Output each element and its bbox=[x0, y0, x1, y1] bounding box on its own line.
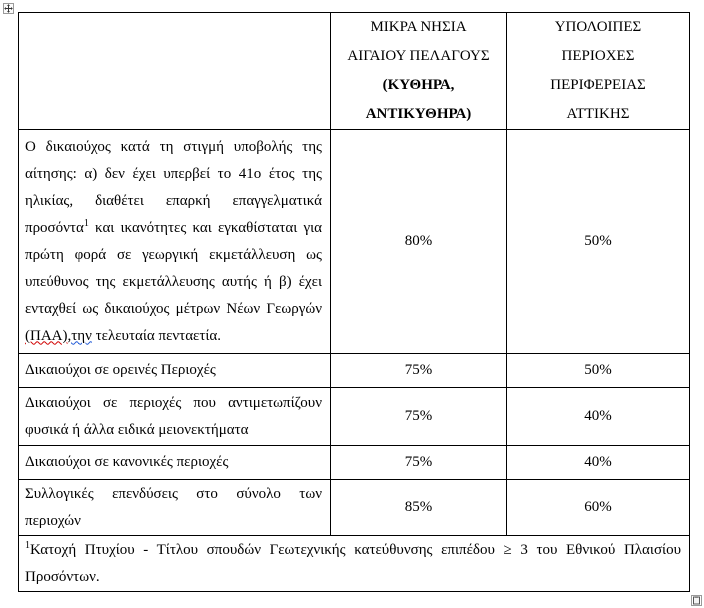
header-line: ΠΕΡΙΟΧΕΣ bbox=[561, 48, 635, 64]
row-value-islands: 75% bbox=[331, 446, 507, 480]
table-header-row bbox=[19, 13, 690, 130]
row-text: και ικανότητες και εγκαθίσταται για πρώτη φορά σε γεωργική εκμετάλλευση ως υπεύθυνος της εκμετάλλευσης αυτής ή β) έχει ενταχθεί ως δικαιούχος μέτρων Νέων Γεωργών bbox=[25, 219, 322, 317]
table-row bbox=[19, 480, 690, 536]
table-row bbox=[19, 354, 690, 388]
row-value-attica: 60% bbox=[507, 480, 690, 536]
row-value-attica: 50% bbox=[507, 130, 690, 354]
row-text-flagged: , bbox=[67, 327, 72, 344]
row-value-islands: 85% bbox=[331, 480, 507, 536]
row-description: Δικαιούχοι σε κανονικές περιοχές bbox=[19, 446, 331, 480]
header-line: ΜΙΚΡΑ ΝΗΣΙΑ bbox=[370, 19, 467, 35]
table-row bbox=[19, 130, 690, 354]
table-row bbox=[19, 388, 690, 446]
row-text: Ο δικαιούχος κατά τη στιγμή υποβολής της αίτησης: α) δεν έχει υπερβεί το 41ο έτος της ηλικίας, διαθέτει επαρκή επαγγελματικά προσόντα bbox=[25, 138, 322, 236]
header-bold-text: ΚΥΘΗΡΑ, bbox=[387, 77, 455, 93]
header-line: ΥΠΟΛΟΙΠΕΣ bbox=[554, 19, 642, 35]
funding-rates-table bbox=[18, 12, 690, 592]
row-description: Δικαιούχοι σε περιοχές που αντιμετωπίζουν φυσικά ή άλλα ειδικά μειονεκτήματα bbox=[19, 388, 331, 446]
footnote-ref[interactable]: 1 bbox=[83, 217, 89, 229]
footnote-text: Κατοχή Πτυχίου - Τίτλου σπουδών Γεωτεχνικής κατεύθυνσης επιπέδου ≥ 3 του Εθνικού Πλαισίου Προσόντων. bbox=[25, 541, 681, 585]
row-description: Συλλογικές επενδύσεις στο σύνολο των περιοχών bbox=[19, 480, 331, 536]
row-text-flagged: την bbox=[71, 327, 92, 344]
row-text: τελευταία πενταετία. bbox=[91, 327, 222, 344]
header-empty-cell bbox=[19, 13, 331, 130]
paste-options-icon[interactable] bbox=[691, 595, 702, 606]
row-description bbox=[19, 130, 331, 354]
footnote-marker: 1 bbox=[25, 539, 30, 551]
header-line: ΠΕΡΙΦΕΡΕΙΑΣ bbox=[550, 77, 646, 93]
row-value-attica: 50% bbox=[507, 354, 690, 388]
footnote-cell bbox=[19, 536, 690, 592]
row-description: Δικαιούχοι σε ορεινές Περιοχές bbox=[19, 354, 331, 388]
row-text-flagged: (ΠΑΑ) bbox=[25, 327, 68, 344]
header-cell-rest-of-attica bbox=[507, 13, 690, 130]
header-bold-text: ΑΝΤΙΚΥΘΗΡΑ bbox=[365, 106, 467, 122]
table-move-handle-icon[interactable] bbox=[3, 3, 14, 14]
footnote-row bbox=[19, 536, 690, 592]
row-value-attica: 40% bbox=[507, 388, 690, 446]
header-line-bold: (ΚΥΘΗΡΑ, bbox=[382, 77, 455, 93]
header-line: ΑΙΓΑΙΟΥ ΠΕΛΑΓΟΥΣ bbox=[347, 48, 490, 64]
table-row bbox=[19, 446, 690, 480]
row-value-islands: 75% bbox=[331, 354, 507, 388]
row-value-islands: 75% bbox=[331, 388, 507, 446]
header-line: ΑΤΤΙΚΗΣ bbox=[566, 106, 630, 122]
row-value-islands: 80% bbox=[331, 130, 507, 354]
header-cell-small-aegean-islands bbox=[331, 13, 507, 130]
header-line-bold: ΑΝΤΙΚΥΘΗΡΑ) bbox=[365, 106, 472, 122]
row-value-attica: 40% bbox=[507, 446, 690, 480]
